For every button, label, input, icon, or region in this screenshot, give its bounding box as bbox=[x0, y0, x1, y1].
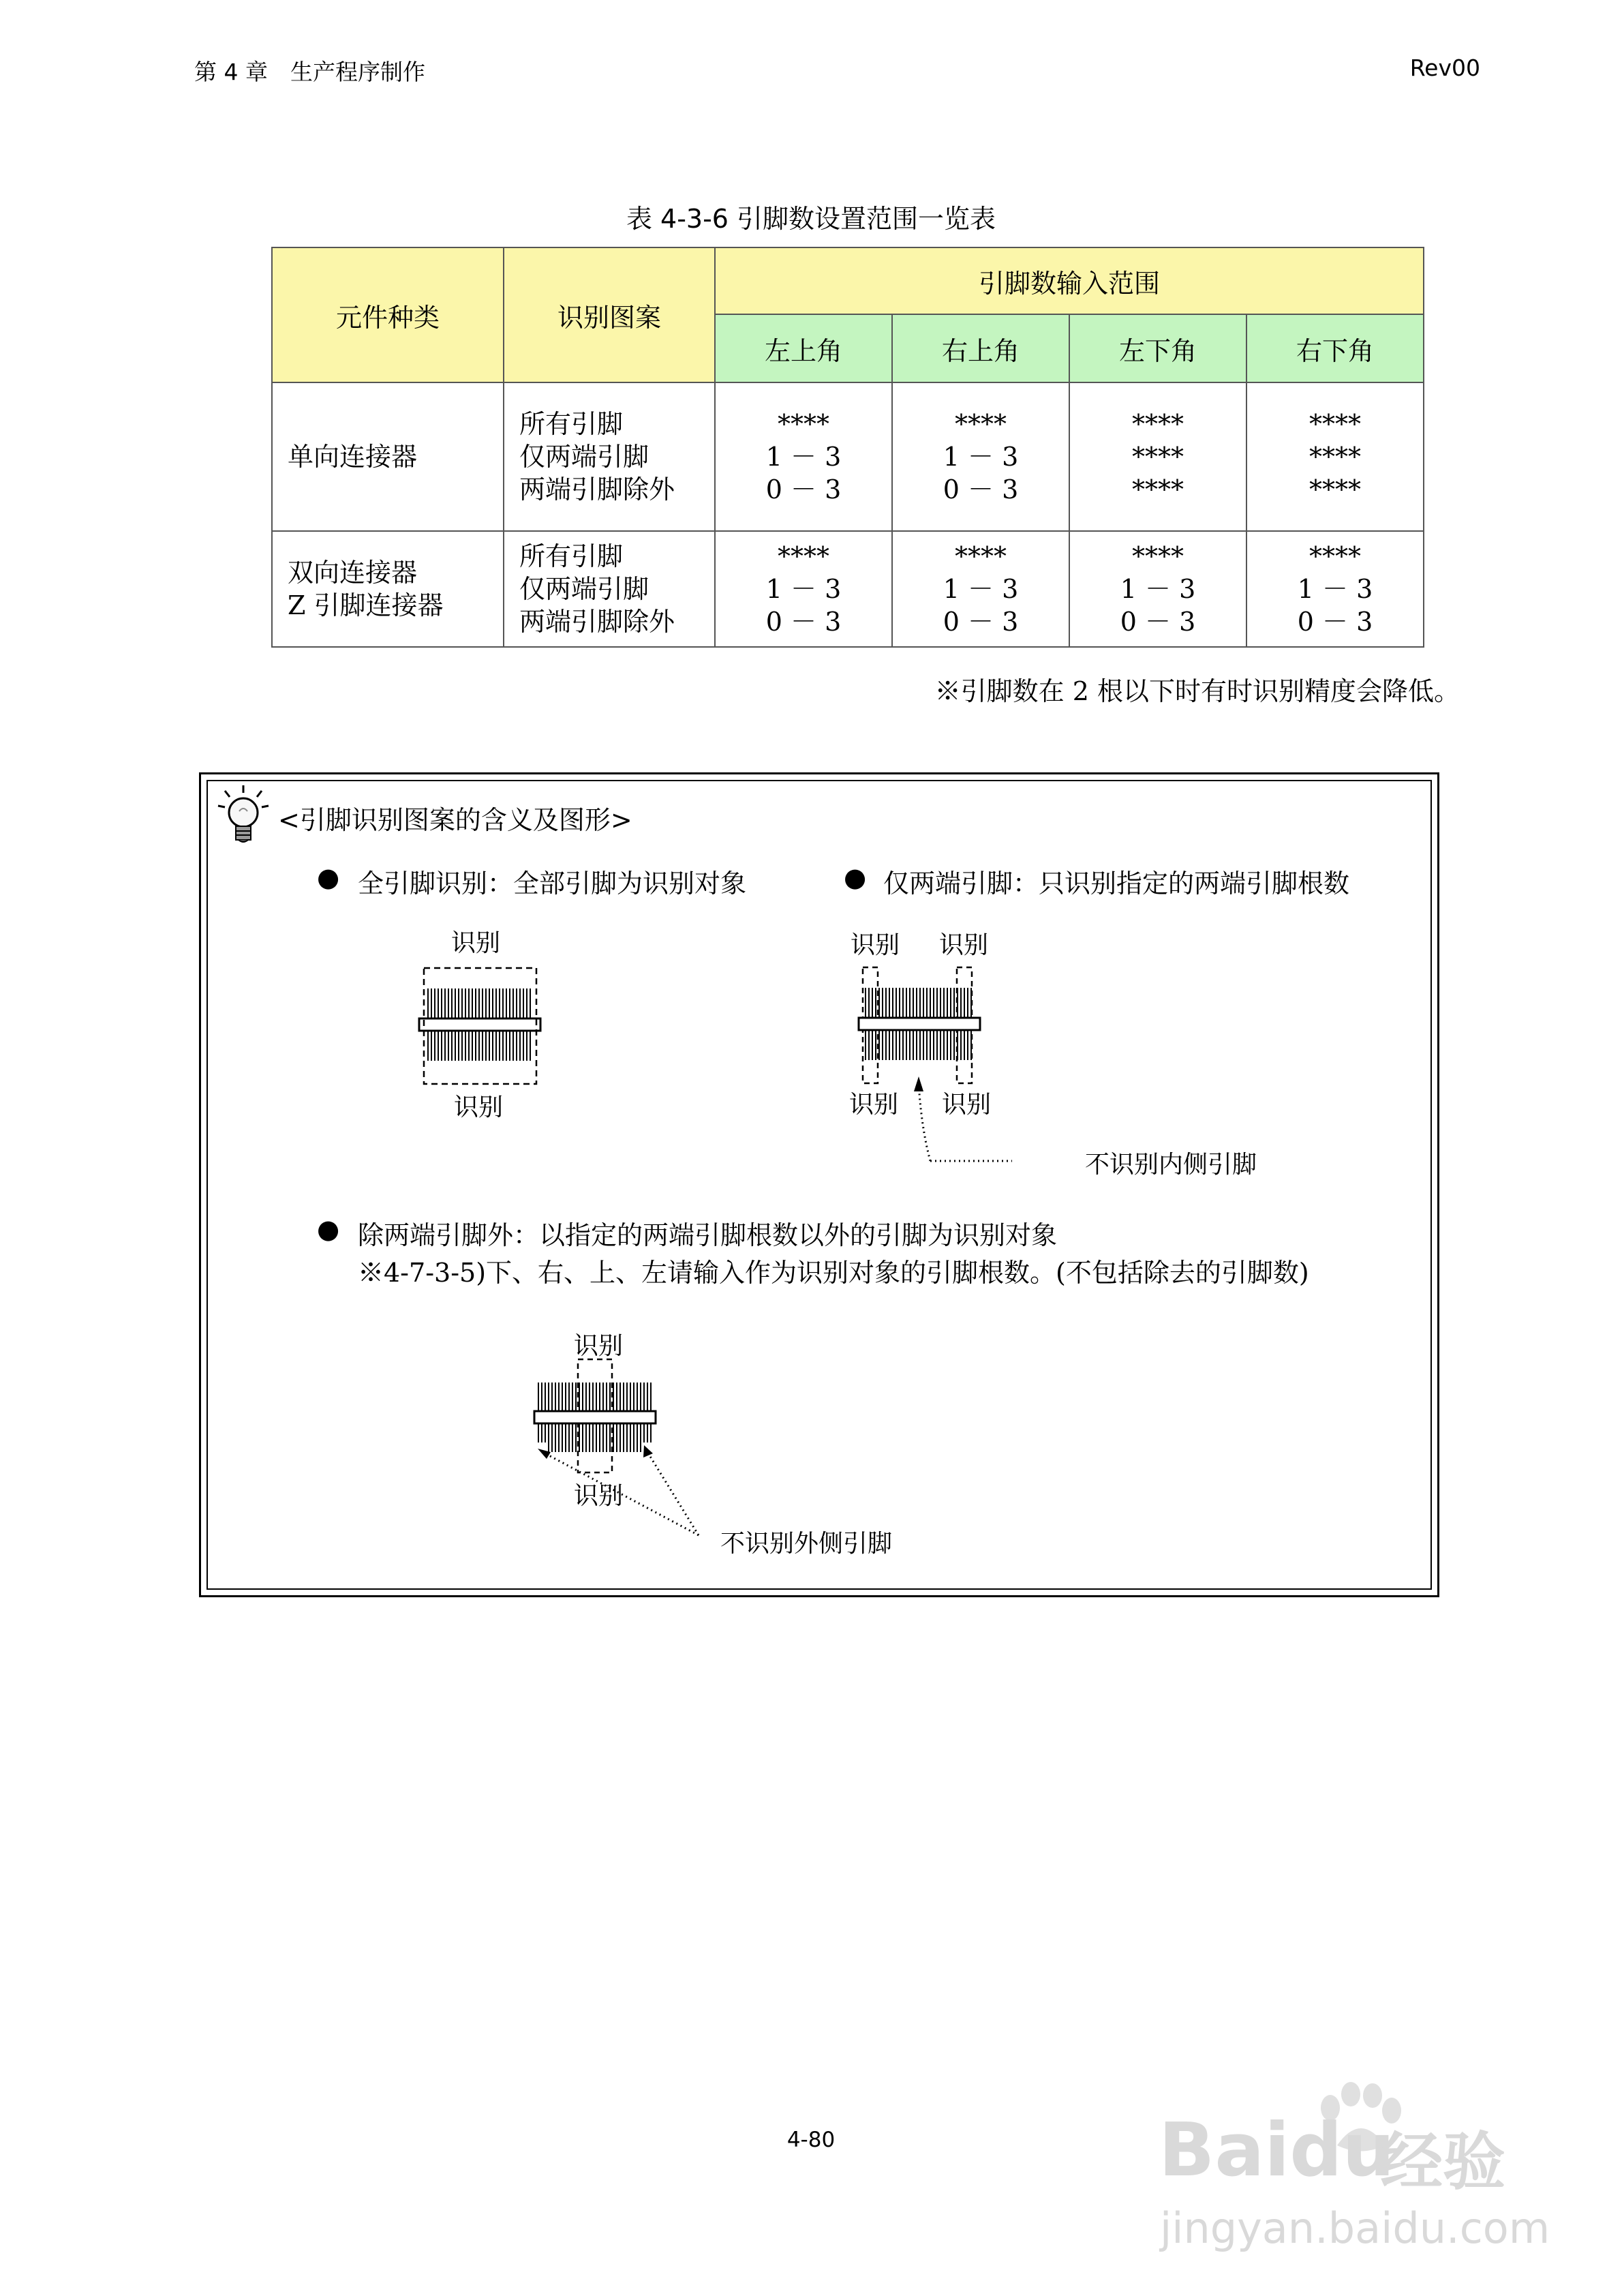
pin-range-table bbox=[271, 247, 1424, 648]
value: 1 － 3 bbox=[943, 574, 1019, 604]
value: **** bbox=[1309, 409, 1361, 439]
value: **** bbox=[1309, 442, 1361, 472]
value-cell bbox=[1069, 382, 1246, 531]
watermark-url: jingyan.baidu.com bbox=[1160, 2203, 1550, 2253]
pattern-ends: 仅两端引脚 bbox=[519, 442, 649, 472]
table-row bbox=[272, 382, 1424, 531]
note-except-ends: ※4-7-3-5)下、右、上、左请输入作为识别对象的引脚根数。(不包括除去的引脚数) bbox=[358, 1258, 1309, 1288]
component-name: 单向连接器 bbox=[288, 442, 418, 472]
bullet-dot: ● bbox=[317, 1214, 340, 1244]
pattern-except: 两端引脚除外 bbox=[519, 474, 675, 504]
label-recognize: 识别 bbox=[851, 931, 900, 959]
header-bottom-left: 左下角 bbox=[1069, 314, 1246, 382]
component-name: 双向连接器 bbox=[288, 558, 418, 588]
bullet-end-pins: 仅两端引脚：只识别指定的两端引脚根数 bbox=[883, 868, 1350, 898]
label-inner-ignored: 不识别内侧引脚 bbox=[1085, 1151, 1257, 1179]
diagram-except-end-pins bbox=[518, 1357, 736, 1561]
label-recognize: 识别 bbox=[942, 1091, 992, 1119]
label-recognize: 识别 bbox=[574, 1482, 624, 1510]
value: **** bbox=[778, 541, 829, 571]
value-cell bbox=[892, 531, 1069, 647]
watermark-brand-cn: 经验 bbox=[1380, 2126, 1506, 2199]
value: **** bbox=[1309, 541, 1361, 571]
header-top-right: 右上角 bbox=[892, 314, 1069, 382]
pattern-all: 所有引脚 bbox=[519, 541, 624, 571]
table-row bbox=[272, 531, 1424, 647]
value: 0 － 3 bbox=[765, 474, 842, 504]
pattern-ends: 仅两端引脚 bbox=[519, 574, 649, 604]
pattern-cell bbox=[504, 382, 715, 531]
component-name: Z 引脚连接器 bbox=[288, 590, 444, 620]
header-pin-range: 引脚数输入范围 bbox=[715, 247, 1424, 314]
pattern-except: 两端引脚除外 bbox=[519, 607, 675, 637]
value: 0 － 3 bbox=[943, 474, 1019, 504]
label-recognize: 识别 bbox=[574, 1332, 624, 1360]
header-top-left: 左上角 bbox=[715, 314, 892, 382]
component-cell bbox=[272, 531, 504, 647]
label-recognize: 识别 bbox=[849, 1091, 899, 1119]
diagram-end-pins bbox=[852, 958, 1097, 1176]
bullet-dot: ● bbox=[844, 862, 867, 892]
header-bottom-right: 右下角 bbox=[1246, 314, 1424, 382]
value-cell bbox=[1069, 531, 1246, 647]
table-caption: 表 4-3-6 引脚数设置范围一览表 bbox=[626, 204, 996, 234]
value: 0 － 3 bbox=[1297, 607, 1373, 637]
value-cell bbox=[892, 382, 1069, 531]
label-recognize: 识别 bbox=[451, 929, 501, 957]
bullet-except-ends: 除两端引脚外：以指定的两端引脚根数以外的引脚为识别对象 bbox=[358, 1220, 1058, 1250]
value: 1 － 3 bbox=[765, 574, 842, 604]
value: 0 － 3 bbox=[765, 607, 842, 637]
watermark-brand: Baidu bbox=[1159, 2108, 1395, 2193]
value: 1 － 3 bbox=[943, 442, 1019, 472]
value: **** bbox=[955, 541, 1007, 571]
value: 1 － 3 bbox=[1297, 574, 1373, 604]
value: **** bbox=[778, 409, 829, 439]
page-number: 4-80 bbox=[786, 2128, 836, 2152]
revision-label: Rev00 bbox=[1409, 55, 1480, 81]
value: 0 － 3 bbox=[1120, 607, 1196, 637]
value: **** bbox=[1132, 474, 1184, 504]
chapter-title: 第 4 章 生产程序制作 bbox=[194, 59, 425, 85]
value: 1 － 3 bbox=[1120, 574, 1196, 604]
value: **** bbox=[1132, 541, 1184, 571]
value: **** bbox=[1132, 442, 1184, 472]
table-footnote: ※引脚数在 2 根以下时有时识别精度会降低。 bbox=[934, 676, 1460, 706]
value-cell bbox=[715, 531, 892, 647]
pattern-all: 所有引脚 bbox=[519, 409, 624, 439]
label-recognize: 识别 bbox=[454, 1093, 504, 1121]
value: 1 － 3 bbox=[765, 442, 842, 472]
header-component-type: 元件种类 bbox=[272, 247, 504, 382]
value-cell bbox=[715, 382, 892, 531]
value: 0 － 3 bbox=[943, 607, 1019, 637]
label-outer-ignored: 不识别外侧引脚 bbox=[720, 1530, 893, 1558]
pattern-cell bbox=[504, 531, 715, 647]
diagram-all-pins bbox=[409, 954, 559, 1091]
value: **** bbox=[1132, 409, 1184, 439]
value: **** bbox=[1309, 474, 1361, 504]
bullet-dot: ● bbox=[317, 862, 340, 892]
label-recognize: 识别 bbox=[939, 931, 989, 959]
lightbulb-icon bbox=[217, 784, 270, 844]
bullet-all-pins: 全引脚识别：全部引脚为识别对象 bbox=[358, 868, 747, 898]
value-cell bbox=[1246, 531, 1424, 647]
info-title: <引脚识别图案的含义及图形> bbox=[278, 805, 632, 835]
value: **** bbox=[955, 409, 1007, 439]
value-cell bbox=[1246, 382, 1424, 531]
header-recognition-pattern: 识别图案 bbox=[504, 247, 715, 382]
component-cell bbox=[272, 382, 504, 531]
